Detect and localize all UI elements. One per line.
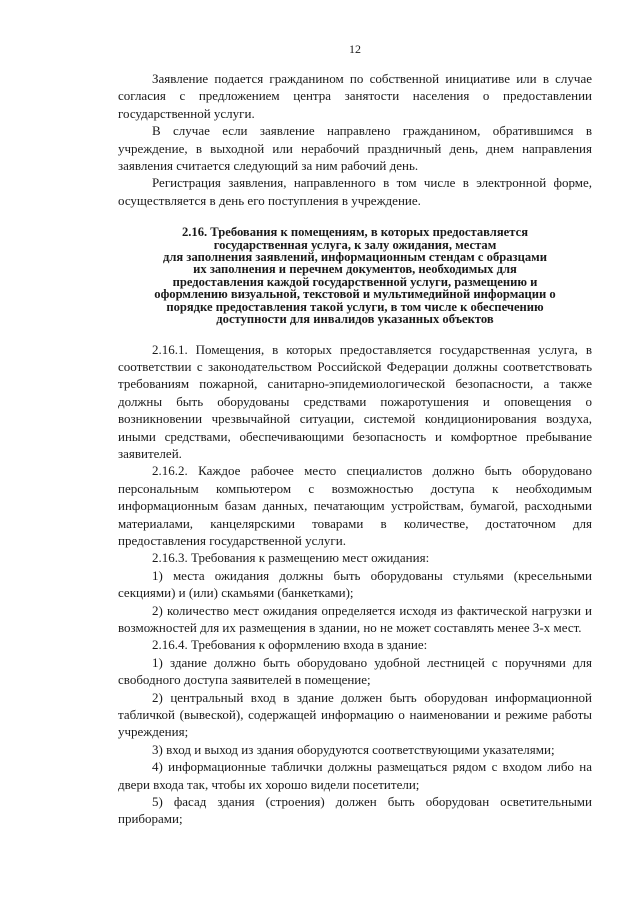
section-heading-line: 2.16. Требования к помещениям, в которых предоставляется [181,225,529,240]
intro-paragraph-3: Регистрация заявления, направленного в том числе в электронной форме, осуществляется в день его поступления в учреждение. [118,175,592,208]
list-item-waiting-2: 2) количество мест ожидания определяется исходя из фактической нагрузки и возможностей для их размещения в здании, но не может составлять менее 3-х мест. [118,602,592,635]
section-heading-line: государственная услуга, к залу ожидания, местам [213,237,497,252]
list-item-entrance-4: 4) информационные таблички должны размещаться рядом с входом либо на двери входа так, чтобы их хорошо видели посетители; [118,759,592,792]
paragraph-2-16-4: 2.16.4. Требования к оформлению входа в здание: [152,637,428,653]
paragraph-2-16-2: 2.16.2. Каждое рабочее место специалистов должно быть оборудовано персональным компьютером с возможностью доступа к необходимым информационным базам данных, печатающим устройствам, бумагой, расходными материалами, канцелярскими товарами в количестве, достаточном для предоставления государственной услуги. [118,463,592,548]
intro-paragraph-1: Заявление подается гражданином по собственной инициативе или в случае согласия с предложением центра занятости населения о предоставлении государственной услуги. [118,71,592,121]
intro-paragraph-2: В случае если заявление направлено гражданином, обратившимся в учреждение, в выходной или нерабочий праздничный день, днем направления заявления считается следующий за ним рабочий день. [118,123,592,174]
page-content [118,70,592,828]
list-item-waiting-1: 1) места ожидания должны быть оборудованы стульями (кресельными секциями) и (или) скамьями (банкетками); [118,567,592,601]
list-item-entrance-1: 1) здание должно быть оборудовано удобной лестницей с поручнями для свободного доступа заявителей в помещение; [118,654,592,688]
page-number: 12 [349,42,361,56]
list-item-entrance-2: 2) центральный вход в здание должен быть оборудован информационной табличкой (вывеской), содержащей информацию о наименовании и режиме работы учреждения; [118,689,592,740]
list-item-entrance-3: 3) вход и выход из здания оборудуются соответствующими указателями; [152,741,555,757]
section-heading-line: для заполнения заявлений, информационным стендам с образцами [163,250,547,265]
paragraph-2-16-1: 2.16.1. Помещения, в которых предоставляется государственная услуга, в соответствии с законодательством Российской Федерации должны соответствовать требованиям пожарной, санитарно-эпидемиологической безопасности, а также должны быть оборудованы средствами пожаротушения и оповещения о возникновении чрезвычайной ситуации, системой кондиционирования воздуха, иными средствами, обеспечивающими безопасность и комфортное пребывание заявителей. [118,341,592,461]
section-heading-line: порядке предоставления такой услуги, в том числе к обеспечению [166,299,544,314]
paragraph-2-16-3: 2.16.3. Требования к размещению мест ожидания: [152,550,430,566]
section-heading-line: оформлению визуальной, текстовой и мультимедийной информации о [154,287,556,302]
section-heading-line: предоставления каждой государственной услуги, размещению и [172,274,538,289]
section-heading-line: их заполнения и перечнем документов, необходимых для [193,262,517,277]
list-item-entrance-5: 5) фасад здания (строения) должен быть оборудован осветительными приборами; [118,794,592,827]
section-heading [118,226,592,325]
section-heading-line: доступности для инвалидов указанных объектов [216,312,494,327]
